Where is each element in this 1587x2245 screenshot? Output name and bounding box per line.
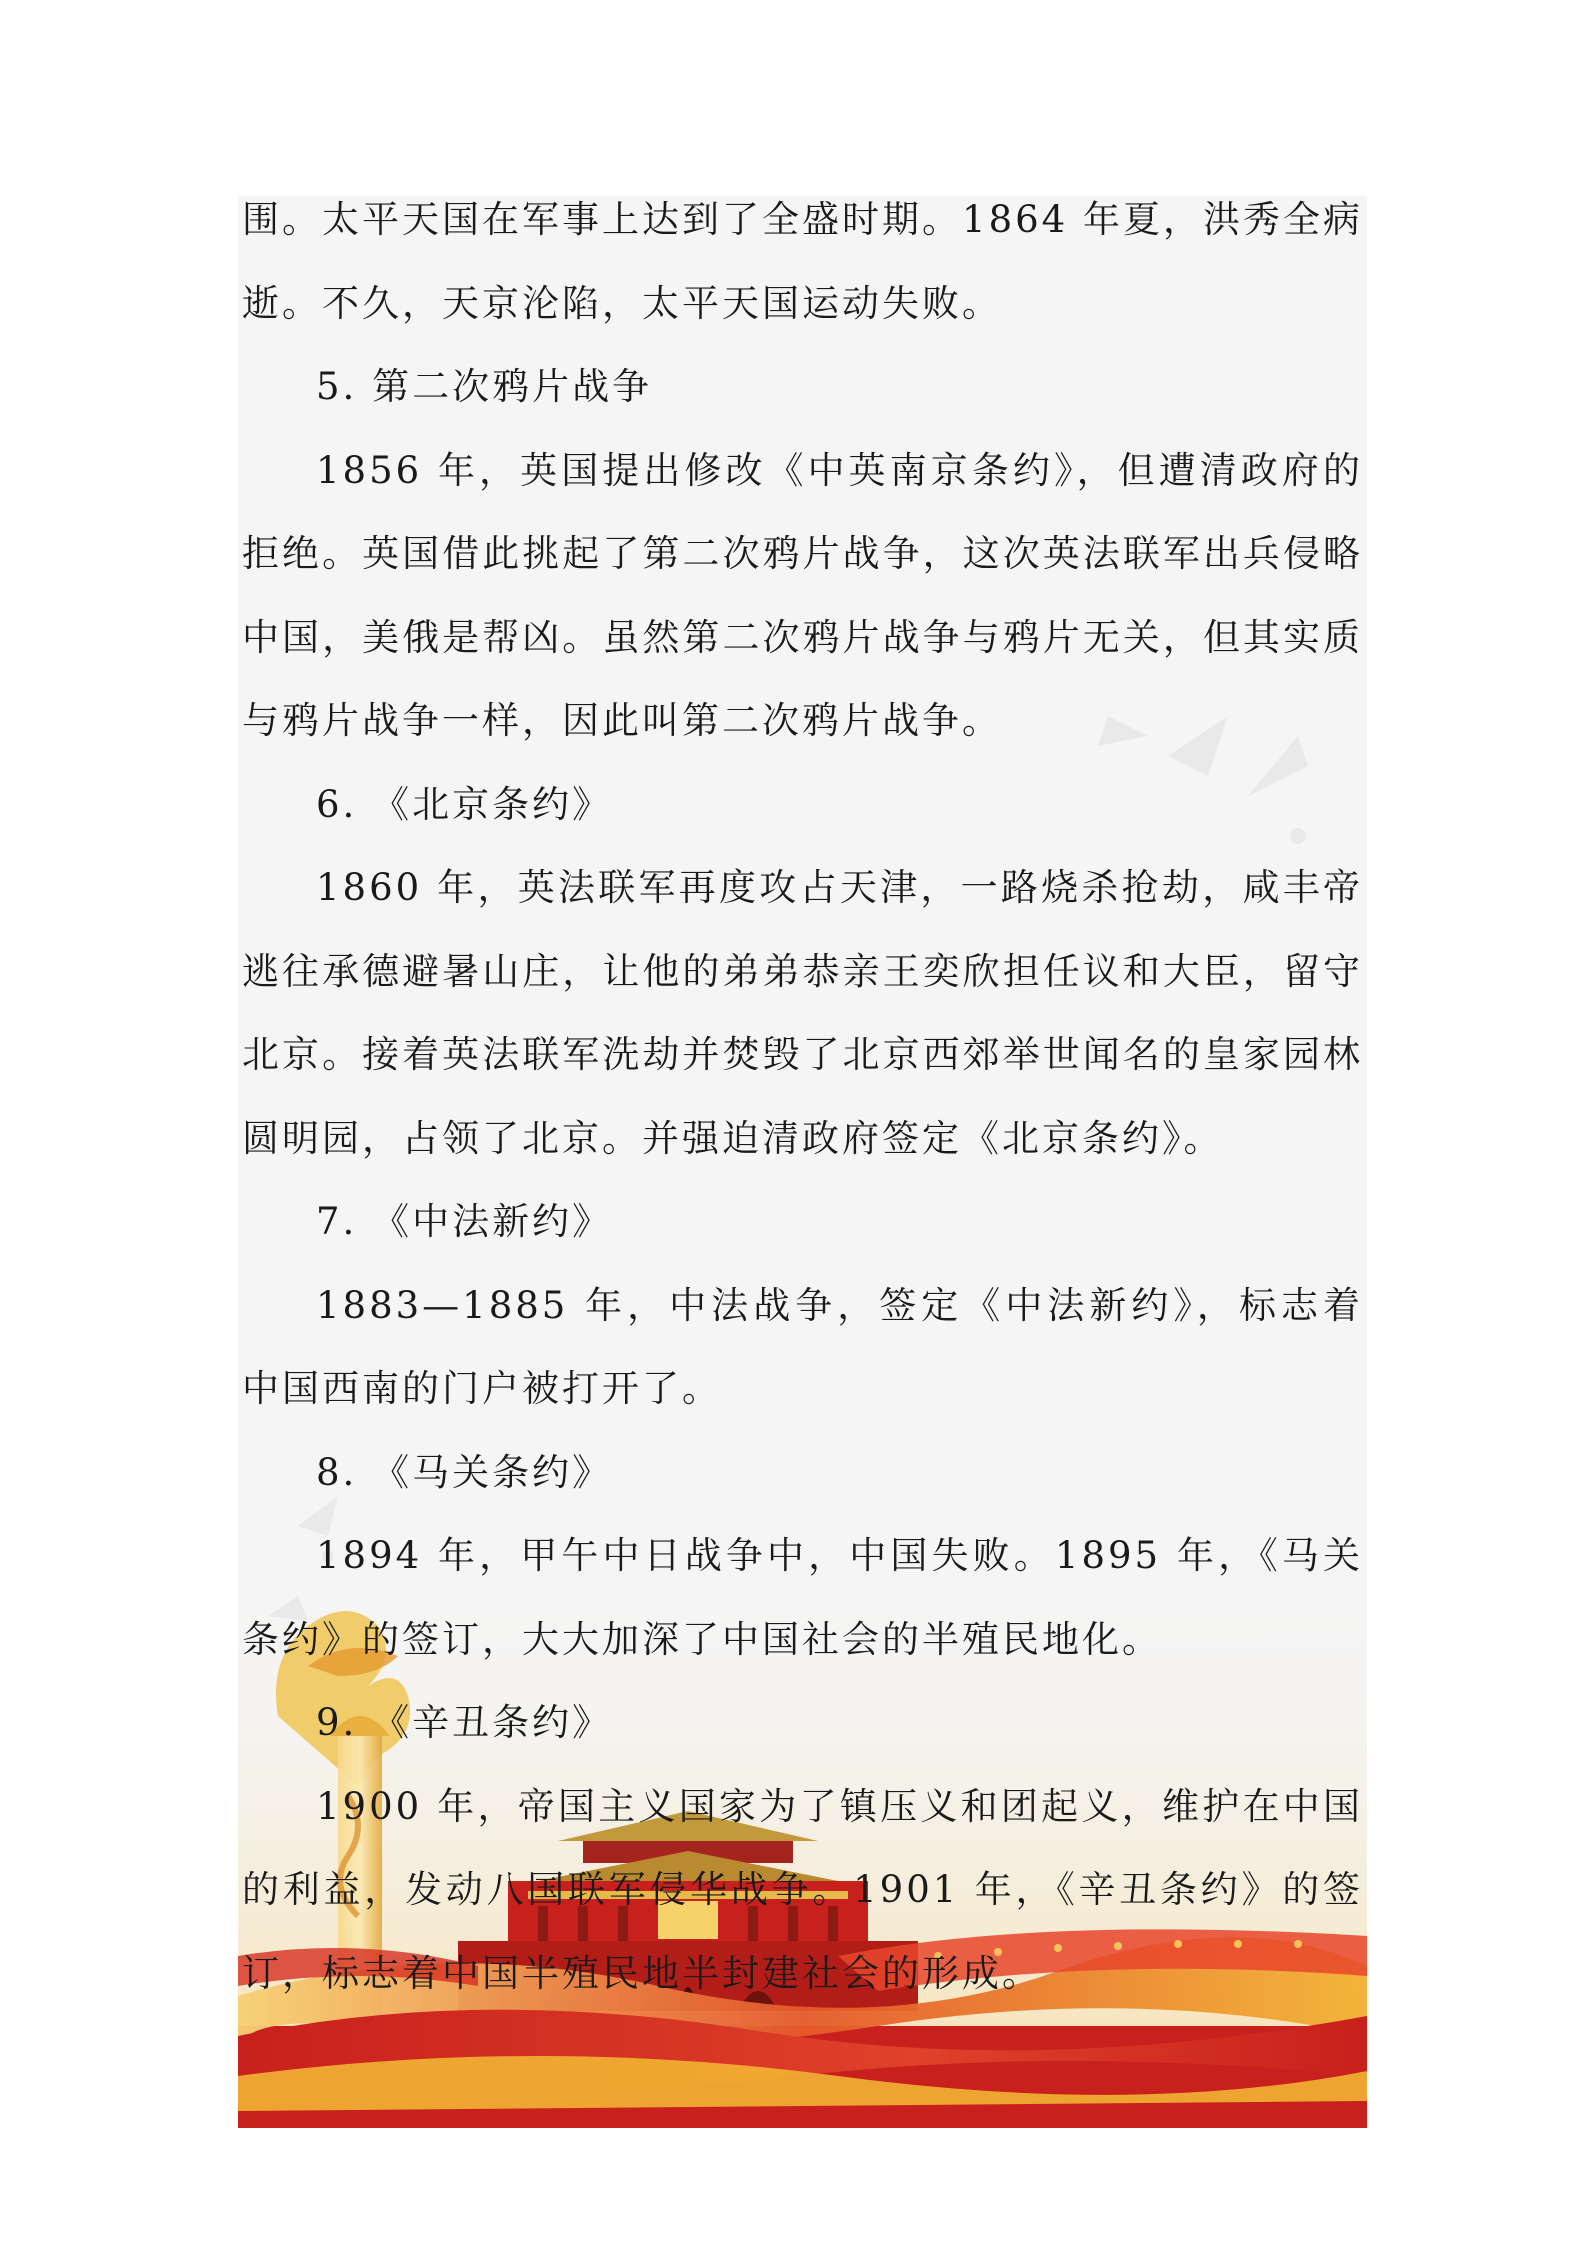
paragraph: 8. 《马关条约》 [316, 1450, 613, 1494]
paragraph: 5. 第二次鸦片战争 [316, 365, 653, 408]
paragraph: 1900 年，帝国主义国家为了镇压义和团起义，维护在中国的利益，发动八国联军侵华战争。1901 年，《辛丑条约》的签订，标志着中国半殖民地半封建社会的形成。 [242, 1784, 1364, 1995]
document-sheet [238, 196, 1367, 2128]
paragraph: 围。太平天国在军事上达到了全盛时期。1864 年夏，洪秀全病逝。不久，天京沦陷，太平天国运动失败。 [242, 198, 1363, 325]
paragraph: 1883—1885 年，中法战争，签定《中法新约》，标志着中国西南的门户被打开了。 [242, 1283, 1363, 1410]
paragraph: 1894 年，甲午中日战争中，中国失败。1895 年，《马关条约》的签订，大大加深了中国社会的半殖民地化。 [242, 1534, 1363, 1661]
paragraph: 1856 年，英国提出修改《中英南京条约》，但遭清政府的拒绝。英国借此挑起了第二次鸦片战争，这次英法联军出兵侵略中国，美俄是帮凶。虽然第二次鸦片战争与鸦片无关，但其实质与鸦片战争一样，因此叫第二次鸦片战争。 [242, 448, 1363, 742]
paragraph: 1860 年，英法联军再度攻占天津，一路烧杀抢劫，咸丰帝逃往承德避暑山庄，让他的弟弟恭亲王奕欣担任议和大臣，留守北京。接着英法联军洗劫并焚毁了北京西郊举世闻名的皇家园林圆明园，占领了北京。并强迫清政府签定《北京条约》。 [242, 866, 1364, 1160]
paragraph: 6. 《北京条约》 [316, 782, 613, 826]
paragraph: 7. 《中法新约》 [316, 1200, 613, 1243]
paragraph: 9. 《辛丑条约》 [316, 1701, 613, 1744]
document-body [238, 196, 1367, 2015]
